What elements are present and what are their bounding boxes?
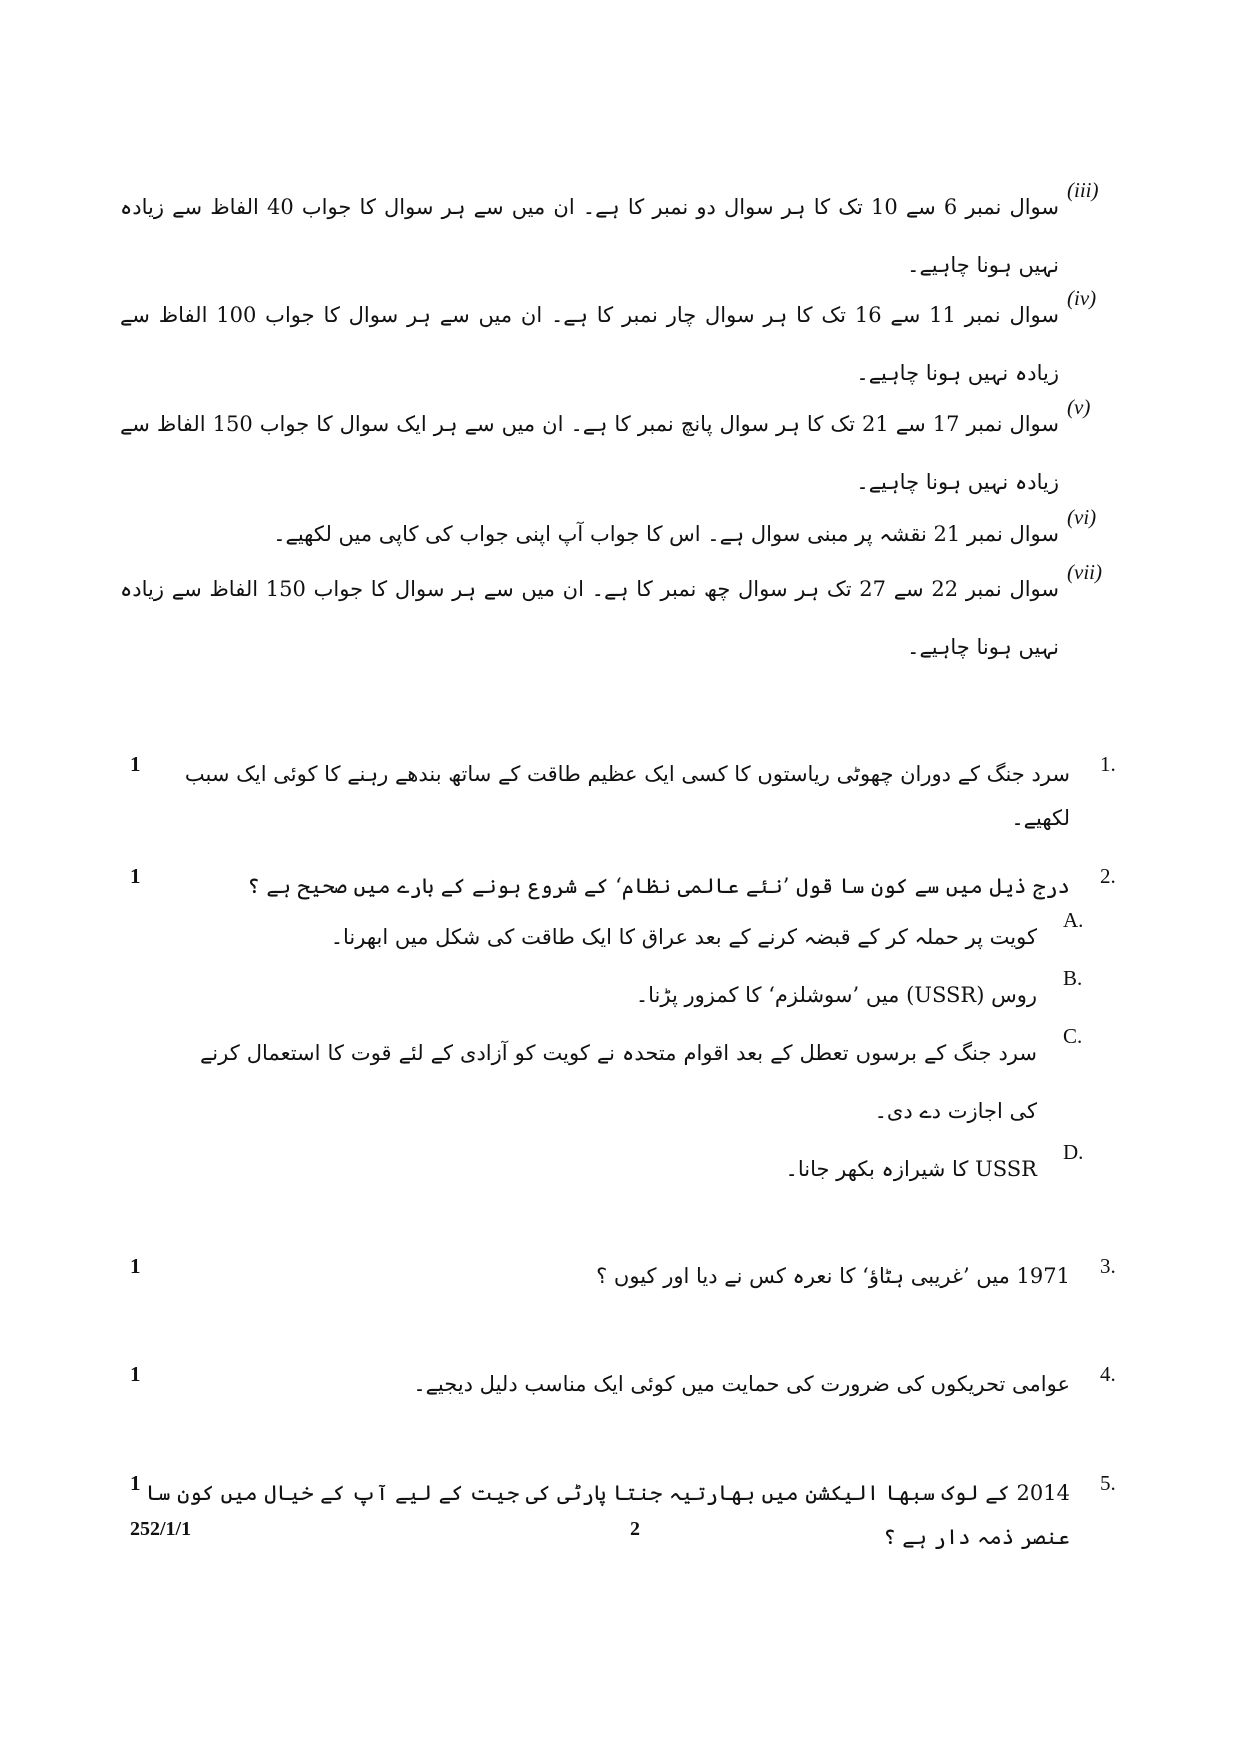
option-c	[200, 1024, 1083, 1140]
instruction-text: سوال نمبر 17 سے 21 تک کا ہر سوال پانچ نمبر کا ہے۔ ان میں سے ہر ایک سوال کا جواب 150 الفاظ سے زیادہ نہیں ہونا چاہیے۔	[120, 412, 1059, 494]
question-marks: 1	[130, 864, 141, 888]
instruction-number: (v)	[1067, 395, 1091, 419]
paper-code: 252/1/1	[130, 1518, 192, 1540]
question-text: 1971 میں ’غریبی ہٹاؤ‘ کا نعرہ کس نے دیا اور کیوں ؟	[596, 1264, 1070, 1288]
instruction-text: سوال نمبر 6 سے 10 تک کا ہر سوال دو نمبر کا ہے۔ ان میں سے ہر سوال کا جواب 40 الفاظ سے زیادہ نہیں ہونا چاہیے۔	[120, 195, 1059, 277]
instruction-number: (iii)	[1067, 178, 1099, 202]
instruction-v	[120, 395, 1091, 511]
instruction-text: سوال نمبر 21 نقشہ پر مبنی سوال ہے۔ اس کا جواب آپ اپنی جواب کی کاپی میں لکھیے۔	[273, 522, 1059, 546]
question-marks: 1	[130, 1362, 141, 1386]
instruction-text: سوال نمبر 22 سے 27 تک ہر سوال چھ نمبر کا ہے۔ ان میں سے ہر سوال کا جواب 150 الفاظ سے زیادہ نہیں ہونا چاہیے۔	[120, 577, 1060, 659]
question-2	[120, 864, 1116, 908]
question-number: 4.	[1100, 1362, 1116, 1386]
option-letter: D.	[1063, 1140, 1084, 1164]
question-text: عوامی تحریکوں کی ضرورت کی حمایت میں کوئی ایک مناسب دلیل دیجیے۔	[413, 1372, 1070, 1396]
question-4	[120, 1362, 1116, 1406]
question-number: 1.	[1100, 752, 1116, 776]
question-text: درج ذیل میں سے کون سا قول ’نئے عالمی نظام‘ کے شروع ہونے کے بارے میں صحیح ہے ؟	[247, 874, 1070, 898]
option-text: روس (USSR) میں ’سوشلزم‘ کا کمزور پڑنا۔	[635, 983, 1037, 1007]
option-letter: C.	[1063, 1024, 1083, 1048]
instruction-text: سوال نمبر 11 سے 16 تک کا ہر سوال چار نمبر کا ہے۔ ان میں سے ہر سوال کا جواب 100 الفاظ سے زیادہ نہیں ہونا چاہیے۔	[120, 303, 1059, 385]
question-marks: 1	[130, 1254, 141, 1278]
question-text: 2014 کے لوک سبھا الیکشن میں بھارتیہ جنتا پارٹی کی جیت کے لیے آپ کے خیال میں کون سا عنصر ذمہ دار ہے ؟	[145, 1481, 1070, 1549]
option-d	[200, 1140, 1084, 1198]
instruction-iii	[120, 178, 1099, 294]
question-number: 2.	[1100, 864, 1116, 888]
option-letter: A.	[1063, 908, 1084, 932]
option-text: سرد جنگ کے برسوں تعطل کے بعد اقوام متحدہ نے کویت کو آزادی کے لئے قوت کا استعمال کرنے کی اجازت دے دی۔	[200, 1041, 1037, 1123]
instruction-vii	[120, 560, 1102, 676]
instruction-number: (vi)	[1067, 505, 1097, 529]
instruction-iv	[120, 286, 1097, 402]
question-3	[120, 1254, 1116, 1298]
question-number: 5.	[1100, 1471, 1116, 1495]
question-text: سرد جنگ کے دوران چھوٹی ریاستوں کا کسی ایک عظیم طاقت کے ساتھ بندھے رہنے کا کوئی ایک سبب لکھیے۔	[184, 762, 1070, 830]
question-number: 3.	[1100, 1254, 1116, 1278]
instruction-vi	[120, 505, 1097, 563]
question-5	[120, 1471, 1116, 1559]
instruction-number: (vii)	[1067, 560, 1102, 584]
instruction-number: (iv)	[1067, 286, 1097, 310]
option-letter: B.	[1063, 966, 1083, 990]
option-b	[200, 966, 1083, 1024]
option-text: USSR کا شیرازہ بکھر جانا۔	[785, 1157, 1037, 1181]
option-text: کویت پر حملہ کر کے قبضہ کرنے کے بعد عراق کا ایک طاقت کی شکل میں ابھرنا۔	[330, 925, 1037, 949]
option-a	[200, 908, 1084, 966]
page-number: 2	[630, 1518, 640, 1540]
question-marks: 1	[130, 752, 141, 776]
question-1	[120, 752, 1116, 840]
question-marks: 1	[130, 1471, 141, 1495]
